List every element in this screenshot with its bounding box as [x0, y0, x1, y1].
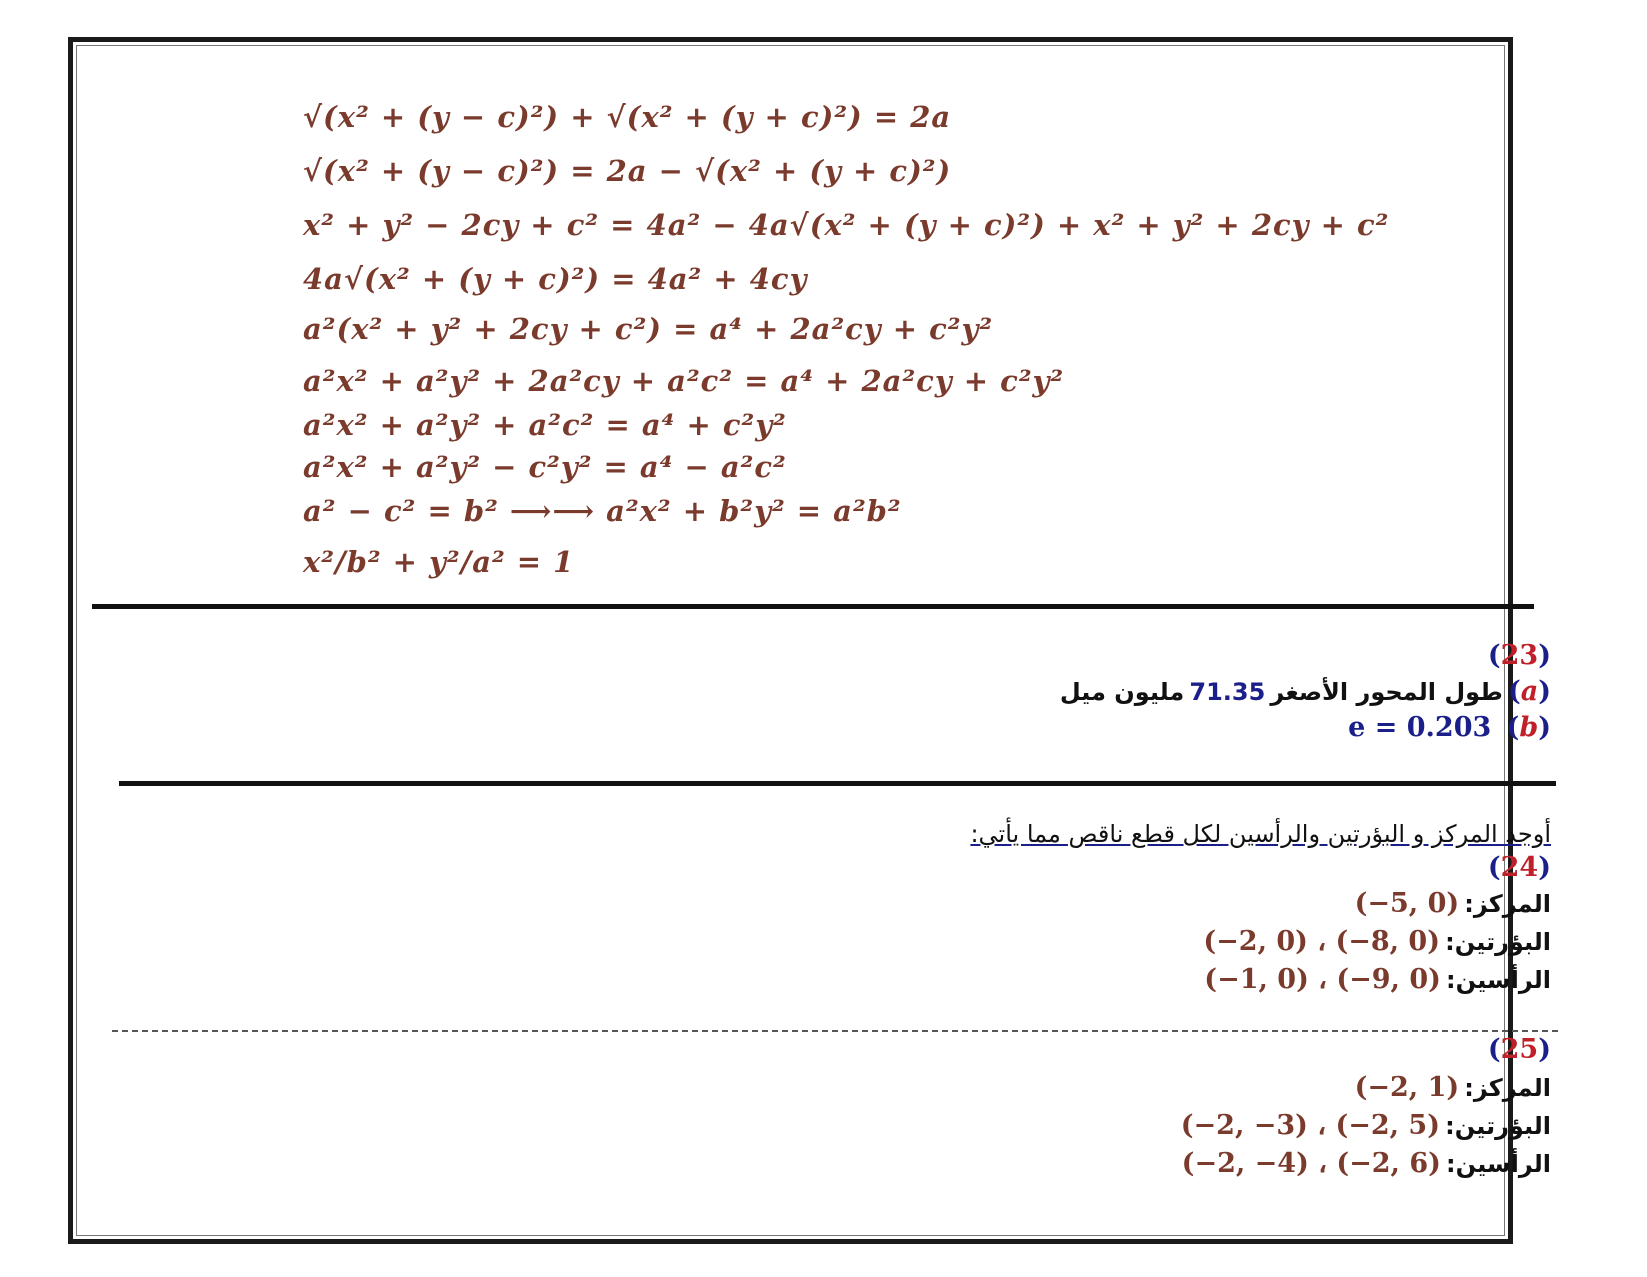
derivation-line-9: a² − c² = b² ⟶⟶ a²x² + b²y² = a²b² — [303, 494, 902, 528]
question-25-number: (25) — [1487, 1034, 1551, 1065]
derivation-line-6: a²x² + a²y² + 2a²cy + a²c² = a⁴ + 2a²cy + c²y² — [303, 364, 1065, 398]
question-25-vertices: الرأسين: (−2, −4) ، (−2, 6) — [1181, 1148, 1551, 1179]
derivation-line-5: a²(x² + y² + 2cy + c²) = a⁴ + 2a²cy + c²y² — [303, 312, 994, 346]
section-divider-1 — [92, 604, 1534, 609]
derivation-line-4: 4a√(x² + (y + c)²) = 4a² + 4cy — [303, 262, 808, 296]
question-24-center: المركز: (−5, 0) — [1354, 888, 1551, 919]
derivation-line-7: a²x² + a²y² + a²c² = a⁴ + c²y² — [303, 408, 787, 442]
dashed-divider — [112, 1030, 1558, 1032]
derivation-line-1: √(x² + (y − c)²) + √(x² + (y + c)²) = 2a — [303, 100, 952, 134]
question-25-foci: البؤرتين: (−2, −3) ، (−2, 5) — [1180, 1110, 1551, 1141]
question-24-number: (24) — [1487, 852, 1551, 883]
question-23-part-a: (a) طول المحور الأصغر 71.35 مليون ميل — [1059, 676, 1551, 707]
section-divider-2 — [119, 781, 1556, 786]
derivation-line-3: x² + y² − 2cy + c² = 4a² − 4a√(x² + (y + c)²) + x² + y² + 2cy + c² — [303, 208, 1390, 242]
question-25-center: المركز: (−2, 1) — [1354, 1072, 1551, 1103]
instruction-text: أوجد المركز و البؤرتين والرأسين لكل قطع ناقص مما يأتي: — [970, 820, 1551, 848]
question-23-number: (23) — [1487, 640, 1551, 671]
derivation-line-2: √(x² + (y − c)²) = 2a − √(x² + (y + c)²) — [303, 154, 952, 188]
question-24-foci: البؤرتين: (−2, 0) ، (−8, 0) — [1203, 926, 1551, 957]
question-23-part-b: (b) e = 0.203 — [1348, 712, 1551, 743]
derivation-line-8: a²x² + a²y² − c²y² = a⁴ − a²c² — [303, 450, 787, 484]
question-24-vertices: الرأسين: (−1, 0) ، (−9, 0) — [1204, 964, 1551, 995]
derivation-line-10: x²/b² + y²/a² = 1 — [303, 545, 575, 579]
